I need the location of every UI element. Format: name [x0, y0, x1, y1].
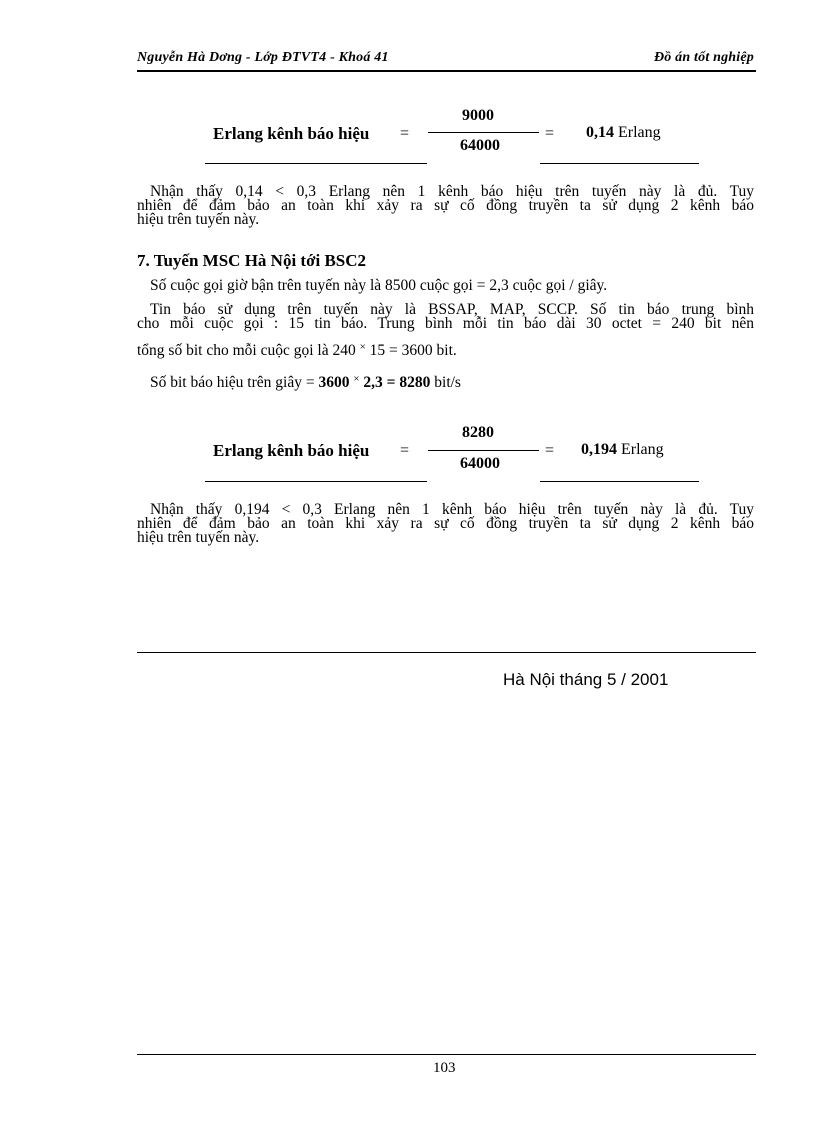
times-sign: × — [359, 341, 366, 353]
fraction-denominator: 64000 — [460, 455, 500, 472]
equation-result — [586, 124, 661, 142]
text-segment: tổng số bit cho mỗi cuộc gọi là 240 — [137, 342, 356, 359]
underline-left — [205, 163, 427, 164]
equation-result — [581, 441, 664, 459]
footer-rule — [137, 1054, 756, 1055]
paragraph-line: Nhận thấy 0,14 < 0,3 Erlang nên 1 kênh báo hiệu trên tuyến này là đủ. Tuy — [150, 183, 754, 200]
paragraph-line: hiệu trên tuyến này. — [137, 529, 260, 546]
paragraph-2 — [137, 303, 754, 331]
fraction-denominator: 64000 — [460, 137, 500, 154]
bits-unit: bit/s — [430, 374, 461, 391]
underline-right — [540, 163, 699, 164]
paragraph-line: Tin báo sử dụng trên tuyến này là BSSAP, MAP, SCCP. Số tin báo trung bình — [150, 301, 754, 318]
header-author-class: Nguyễn Hà Dơng - Lớp ĐTVT4 - Khoá 41 — [137, 50, 389, 65]
section-line: Số cuộc gọi giờ bận trên tuyến này là 8500 cuộc gọi = 2,3 cuộc gọi / giây. — [150, 277, 608, 294]
result-value: 0,194 — [581, 441, 617, 458]
text-segment: 15 = 3600 bit. — [369, 342, 457, 359]
paragraph-line: Nhận thấy 0,194 < 0,3 Erlang nên 1 kênh báo hiệu trên tuyến này là đủ. Tuy — [150, 501, 754, 518]
paragraph-line: nhiên để đảm bảo an toàn khi xảy ra sự cố đồng truyền ta sử dụng 2 kênh báo — [137, 197, 754, 214]
place-date: Hà Nội tháng 5 / 2001 — [503, 670, 669, 689]
equals-sign: = — [400, 442, 410, 459]
paragraph-line: cho mỗi cuộc gọi : 15 tin báo. Trung bình mỗi tin báo dài 30 octet = 240 bit nên — [137, 315, 754, 332]
underline-left — [205, 481, 427, 482]
closing-rule — [137, 652, 756, 653]
equation-label: Erlang kênh báo hiệu — [213, 441, 370, 460]
bits-per-second-line — [150, 374, 461, 393]
paragraph-line: nhiên để đảm bảo an toàn khi xảy ra sự cố đồng truyền ta sử dụng 2 kênh báo — [137, 515, 754, 532]
equals-sign: = — [545, 125, 555, 142]
underline-right — [540, 481, 699, 482]
bits-value-b: 2,3 — [363, 374, 383, 391]
header-rule — [137, 70, 756, 72]
fraction-numerator: 9000 — [462, 107, 494, 124]
paragraph-1 — [137, 185, 754, 227]
fraction-bar — [428, 132, 539, 133]
equation-label: Erlang kênh báo hiệu — [213, 124, 370, 143]
result-unit: Erlang — [618, 124, 661, 141]
times-sign: × — [353, 373, 360, 385]
bits-value-a: 3600 — [318, 374, 350, 391]
bits-value-c: = 8280 — [386, 374, 431, 391]
equals-sign: = — [400, 125, 410, 142]
paragraph-line — [137, 342, 457, 360]
equals-sign: = — [545, 442, 555, 459]
result-value: 0,14 — [586, 124, 614, 141]
section-heading: 7. Tuyến MSC Hà Nội tới BSC2 — [137, 251, 367, 270]
paragraph-line: hiệu trên tuyến này. — [137, 211, 260, 228]
fraction-bar — [428, 450, 539, 451]
bits-label: Số bit báo hiệu trên giây = — [150, 374, 319, 391]
page-number: 103 — [433, 1060, 456, 1076]
paragraph-3 — [137, 503, 754, 545]
fraction-numerator: 8280 — [462, 424, 494, 441]
header-title: Đồ án tốt nghiệp — [653, 50, 754, 65]
result-unit: Erlang — [621, 441, 664, 458]
